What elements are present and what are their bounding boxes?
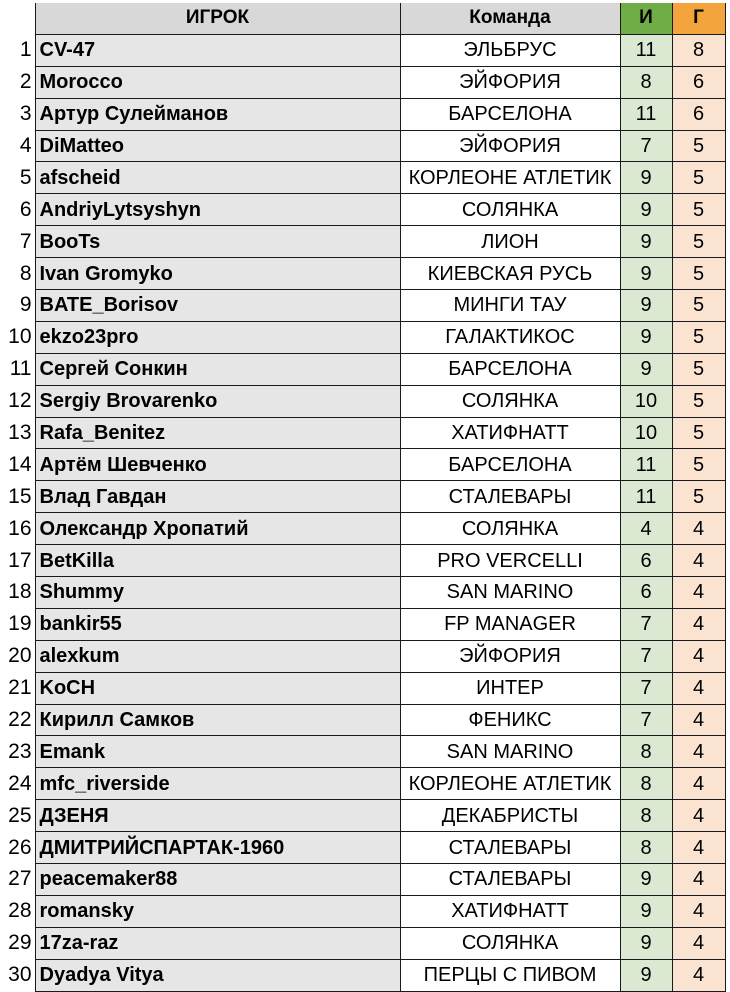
goals-count: 4 (672, 895, 725, 927)
row-number: 4 (19, 134, 32, 157)
team-name: ДЕКАБРИСТЫ (400, 800, 620, 832)
header-row (0, 3, 725, 34)
team-name: SAN MARINO (400, 577, 620, 609)
table-row (0, 768, 725, 800)
games-count: 8 (620, 800, 672, 832)
row-number: 14 (8, 452, 32, 476)
row-number: 3 (19, 102, 32, 126)
table-row (0, 353, 725, 385)
table-row (0, 258, 725, 290)
table-row (0, 513, 725, 545)
team-name: СТАЛЕВАРЫ (400, 864, 620, 896)
goals-count: 4 (672, 864, 725, 896)
player-name: Влад Гавдан (35, 481, 400, 513)
games-count: 7 (620, 704, 672, 736)
row-number: 27 (8, 867, 32, 891)
goals-count: 4 (672, 640, 725, 672)
table-row (0, 736, 725, 768)
player-name: mfc_riverside (35, 768, 400, 800)
team-name: ФЕНИКС (400, 704, 620, 736)
row-number: 1 (19, 38, 32, 62)
table-row (0, 290, 725, 322)
player-name: Rafa_Benitez (35, 417, 400, 449)
team-name: ЭЙФОРИЯ (400, 66, 620, 98)
games-count: 9 (620, 927, 672, 959)
player-name: Кирилл Самков (35, 704, 400, 736)
header-index-cell (0, 3, 35, 34)
player-name: Артём Шевченко (35, 449, 400, 481)
table-row (0, 704, 725, 736)
team-name: SAN MARINO (400, 736, 620, 768)
goals-count: 4 (672, 577, 725, 609)
goals-count: 6 (672, 66, 725, 98)
table-row (0, 577, 725, 609)
goals-count: 5 (672, 194, 725, 226)
team-name: ЭЛЬБРУС (400, 34, 620, 66)
goals-count: 4 (672, 959, 725, 991)
games-count: 9 (620, 290, 672, 322)
table-row (0, 959, 725, 991)
goals-count: 5 (672, 417, 725, 449)
row-number: 21 (8, 676, 32, 700)
games-count: 11 (620, 98, 672, 130)
player-name: bankir55 (35, 608, 400, 640)
team-name: ИНТЕР (400, 672, 620, 704)
goals-count: 4 (672, 768, 725, 800)
row-number: 29 (8, 931, 32, 955)
goals-count: 4 (672, 513, 725, 545)
row-number: 25 (8, 803, 32, 827)
goals-count: 4 (672, 832, 725, 864)
games-count: 10 (620, 385, 672, 417)
row-number: 18 (8, 580, 32, 604)
team-name: КИЕВСКАЯ РУСЬ (400, 258, 620, 290)
table-body (0, 34, 725, 991)
player-name: Emank (35, 736, 400, 768)
player-name: CV-47 (35, 34, 400, 66)
table-row (0, 130, 725, 162)
player-name: DiMatteo (35, 130, 400, 162)
goals-count: 5 (672, 258, 725, 290)
player-name: romansky (35, 895, 400, 927)
player-name: Ivan Gromyko (35, 258, 400, 290)
row-number: 8 (19, 261, 32, 285)
team-name: ПЕРЦЫ С ПИВОМ (400, 959, 620, 991)
header-goals: Г (672, 3, 725, 34)
games-count: 8 (620, 66, 672, 98)
team-name: СОЛЯНКА (400, 194, 620, 226)
row-number: 22 (8, 708, 32, 732)
goals-count: 5 (672, 353, 725, 385)
games-count: 9 (620, 353, 672, 385)
row-number: 7 (19, 229, 32, 253)
team-name: PRO VERCELLI (400, 545, 620, 577)
games-count: 4 (620, 513, 672, 545)
team-name: БАРСЕЛОНА (400, 98, 620, 130)
team-name: ЭЙФОРИЯ (400, 130, 620, 162)
table-row (0, 864, 725, 896)
table-row (0, 321, 725, 353)
row-number: 28 (8, 899, 32, 923)
games-count: 8 (620, 768, 672, 800)
games-count: 7 (620, 672, 672, 704)
goals-count: 4 (672, 800, 725, 832)
player-name: ДМИТРИЙСПАРТАК-1960 (35, 832, 400, 864)
table-row (0, 895, 725, 927)
row-number: 30 (8, 963, 32, 987)
team-name: СОЛЯНКА (400, 927, 620, 959)
goals-count: 5 (672, 449, 725, 481)
player-name: BATE_Borisov (35, 290, 400, 322)
row-number: 2 (19, 70, 32, 94)
team-name: ЭЙФОРИЯ (400, 640, 620, 672)
table-row (0, 545, 725, 577)
table-row (0, 640, 725, 672)
games-count: 7 (620, 608, 672, 640)
player-name: Сергей Сонкин (35, 353, 400, 385)
table-row (0, 927, 725, 959)
header-player: ИГРОК (35, 3, 400, 34)
team-name: СОЛЯНКА (400, 385, 620, 417)
goals-count: 4 (672, 608, 725, 640)
row-number: 24 (8, 771, 32, 795)
player-name: AndriyLytsyshyn (35, 194, 400, 226)
games-count: 9 (620, 864, 672, 896)
player-name: ekzo23pro (35, 321, 400, 353)
goals-count: 5 (672, 290, 725, 322)
games-count: 9 (620, 895, 672, 927)
table-row (0, 194, 725, 226)
table-row (0, 98, 725, 130)
row-number: 6 (19, 197, 32, 221)
row-number: 15 (8, 484, 32, 508)
row-number: 20 (8, 644, 32, 668)
goals-count: 4 (672, 704, 725, 736)
table-row (0, 34, 725, 66)
row-number: 16 (8, 516, 32, 540)
player-name: ДЗЕНЯ (35, 800, 400, 832)
row-number: 17 (8, 548, 32, 572)
games-count: 11 (620, 34, 672, 66)
team-name: ХАТИФНАТТ (400, 417, 620, 449)
row-number: 12 (8, 389, 32, 413)
row-number: 9 (19, 293, 32, 317)
scorers-table (0, 3, 726, 992)
team-name: СТАЛЕВАРЫ (400, 481, 620, 513)
team-name: КОРЛЕОНЕ АТЛЕТИК (400, 768, 620, 800)
games-count: 6 (620, 545, 672, 577)
table-row (0, 226, 725, 258)
games-count: 9 (620, 194, 672, 226)
table-row (0, 832, 725, 864)
goals-count: 5 (672, 226, 725, 258)
games-count: 10 (620, 417, 672, 449)
games-count: 6 (620, 577, 672, 609)
goals-count: 5 (672, 481, 725, 513)
goals-count: 8 (672, 34, 725, 66)
row-number: 11 (9, 357, 32, 381)
team-name: ГАЛАКТИКОС (400, 321, 620, 353)
goals-count: 4 (672, 672, 725, 704)
goals-count: 4 (672, 736, 725, 768)
team-name: FP MANAGER (400, 608, 620, 640)
team-name: БАРСЕЛОНА (400, 449, 620, 481)
row-number: 13 (8, 421, 32, 445)
player-name: Олександр Хропатий (35, 513, 400, 545)
row-number: 19 (8, 612, 32, 636)
table-row (0, 417, 725, 449)
team-name: БАРСЕЛОНА (400, 353, 620, 385)
team-name: СОЛЯНКА (400, 513, 620, 545)
player-name: 17za-raz (35, 927, 400, 959)
games-count: 9 (620, 258, 672, 290)
player-name: afscheid (35, 162, 400, 194)
table-row (0, 162, 725, 194)
goals-count: 5 (672, 162, 725, 194)
table-row (0, 800, 725, 832)
team-name: КОРЛЕОНЕ АТЛЕТИК (400, 162, 620, 194)
games-count: 7 (620, 640, 672, 672)
row-number: 23 (8, 739, 32, 763)
games-count: 7 (620, 130, 672, 162)
row-number: 5 (19, 165, 32, 189)
table-row (0, 608, 725, 640)
table-row (0, 66, 725, 98)
player-name: KoCH (35, 672, 400, 704)
row-number: 26 (8, 835, 32, 859)
team-name: ЛИОН (400, 226, 620, 258)
team-name: МИНГИ ТАУ (400, 290, 620, 322)
player-name: alexkum (35, 640, 400, 672)
games-count: 8 (620, 832, 672, 864)
player-name: BetKilla (35, 545, 400, 577)
player-name: Sergiy Brovarenko (35, 385, 400, 417)
games-count: 11 (620, 449, 672, 481)
games-count: 8 (620, 736, 672, 768)
team-name: СТАЛЕВАРЫ (400, 832, 620, 864)
goals-count: 4 (672, 927, 725, 959)
table-row (0, 672, 725, 704)
games-count: 9 (620, 226, 672, 258)
goals-count: 5 (672, 321, 725, 353)
player-name: Dyadya Vitya (35, 959, 400, 991)
games-count: 9 (620, 959, 672, 991)
table-row (0, 481, 725, 513)
table-row (0, 385, 725, 417)
goals-count: 5 (672, 385, 725, 417)
table-row (0, 449, 725, 481)
goals-count: 4 (672, 545, 725, 577)
team-name: ХАТИФНАТТ (400, 895, 620, 927)
games-count: 9 (620, 162, 672, 194)
header-team: Команда (400, 3, 620, 34)
player-name: BooTs (35, 226, 400, 258)
goals-count: 5 (672, 130, 725, 162)
header-games: И (620, 3, 672, 34)
goals-count: 6 (672, 98, 725, 130)
player-name: Shummy (35, 577, 400, 609)
games-count: 11 (620, 481, 672, 513)
row-number: 10 (8, 325, 32, 349)
player-name: Артур Сулейманов (35, 98, 400, 130)
player-name: peacemaker88 (35, 864, 400, 896)
player-name: Morocco (35, 66, 400, 98)
games-count: 9 (620, 321, 672, 353)
